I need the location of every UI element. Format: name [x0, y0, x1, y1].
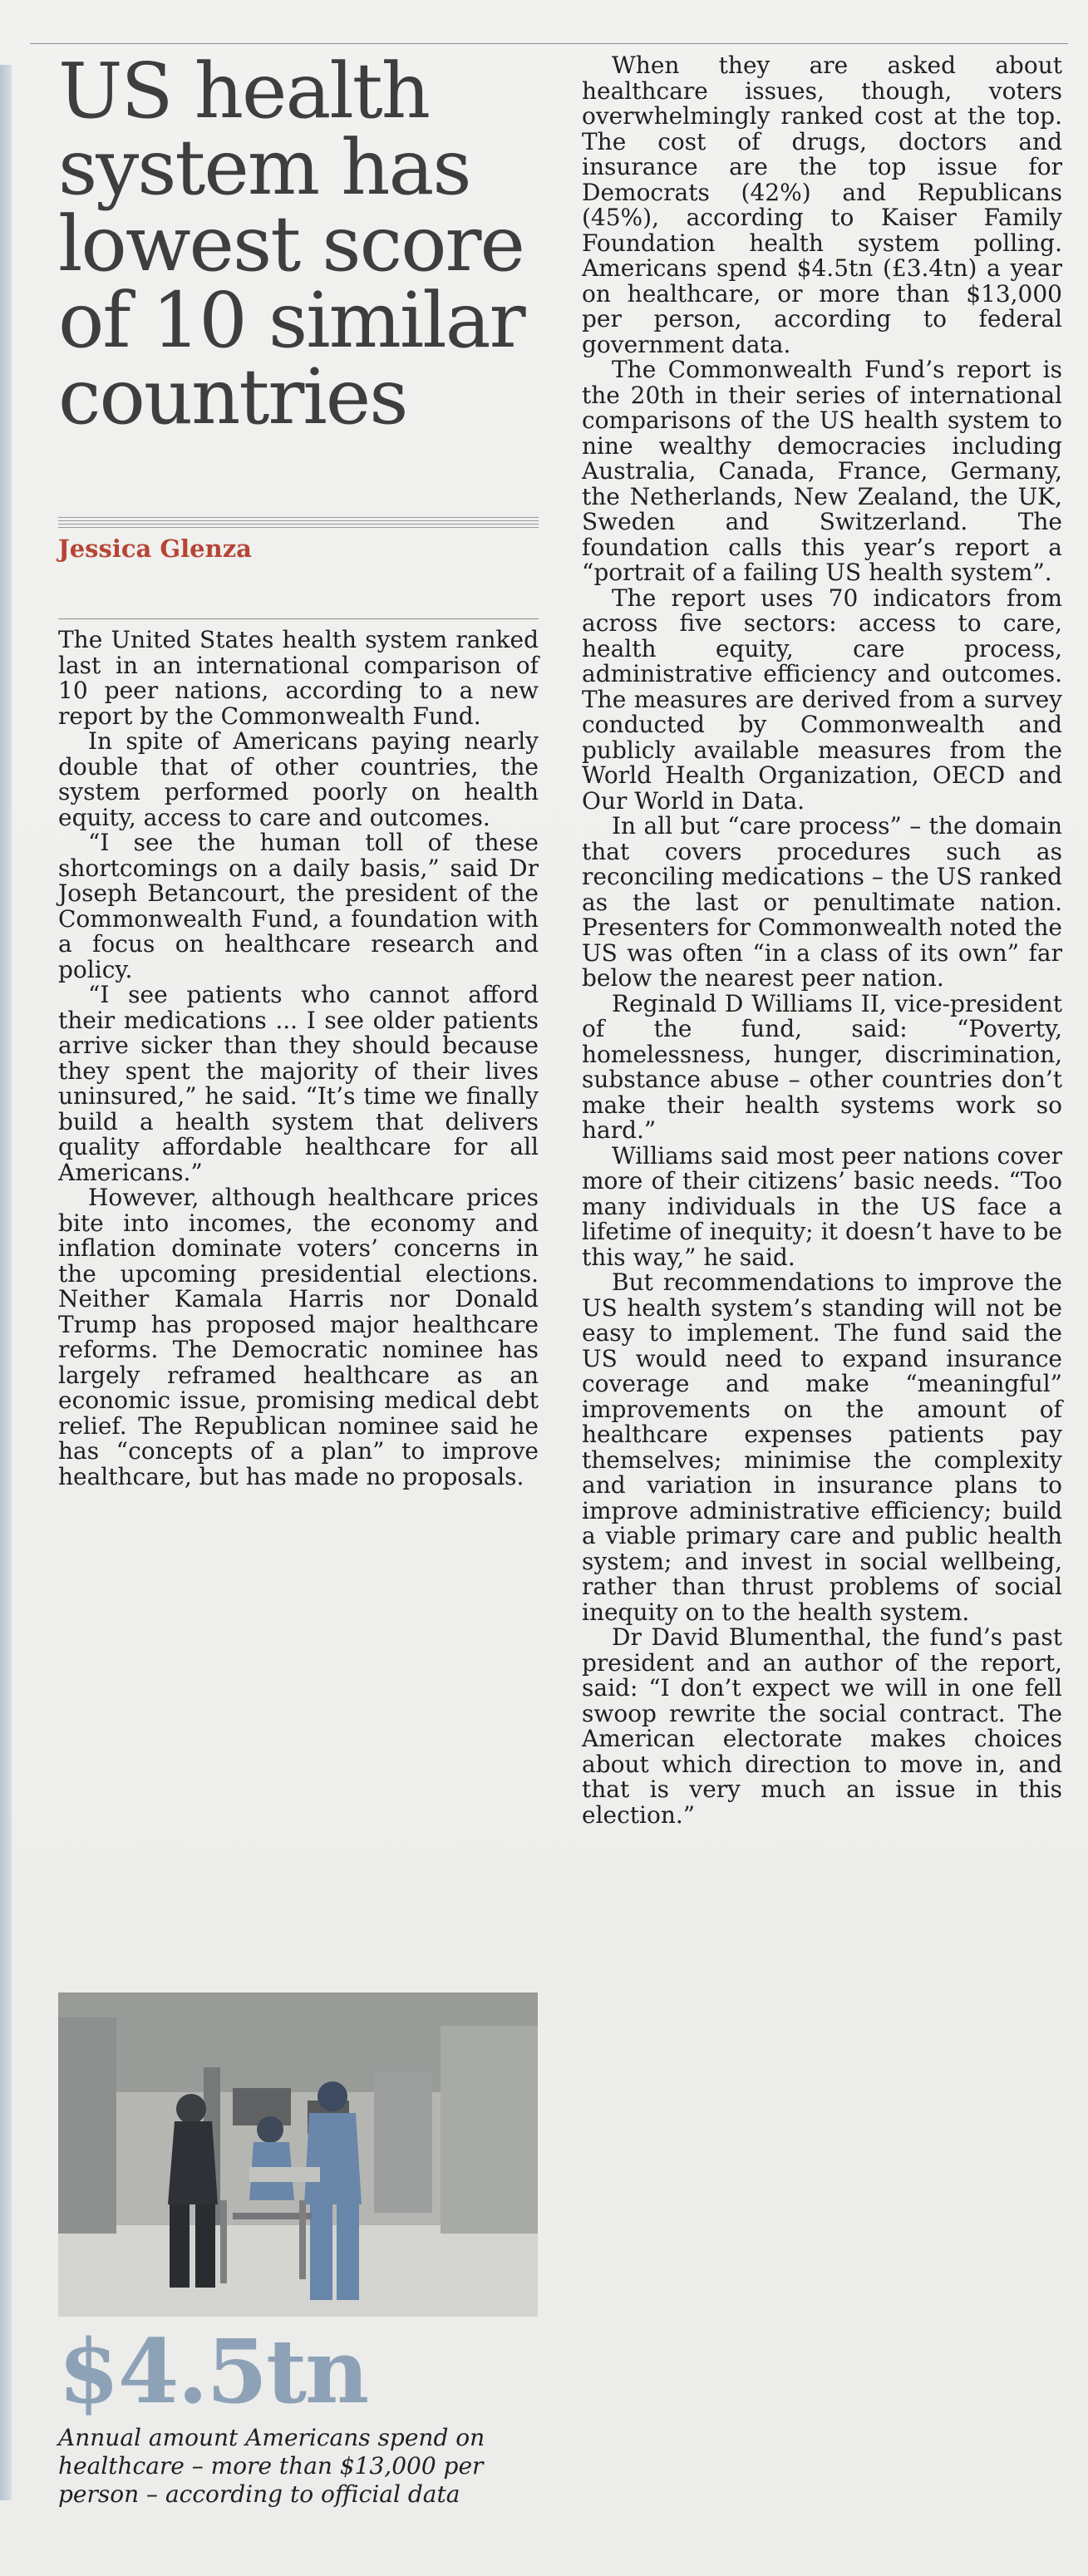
paragraph: However, although healthcare prices bite into incomes, the economy and inflation dominate voters’ concerns in the upcoming presidential elections. Neither Kamala Harris nor Donald Trump has proposed major healthcare reforms. The Democratic nominee has largely reframed healthcare as an economic issue, promising medical debt relief. The Republican nominee said he has “concepts of a plan” to improve healthcare, but has made no proposals. — [58, 1184, 539, 1490]
hospital-photo — [58, 1992, 538, 2317]
paragraph: But recommendations to improve the US health system’s standing will not be easy to implement. The fund said the US would need to expand insurance coverage and make “meaningful” improvements on the amount of healthcare expenses patients pay themselves; minimise the complexity and variation in insurance plans to improve administrative efficiency; build a viable primary care and public health system; and invest in social wellbeing, rather than thrust problems of social inequity on to the health system. — [582, 1268, 1062, 1626]
paragraph: The United States health system ranked last in an international comparison of 10 peer nations, according to a new report by the Commonwealth Fund. — [58, 626, 539, 730]
paragraph: Reginald D Williams II, vice-president of the fund, said: “Poverty, homelessness, hunger, discrimination, substance abuse – other countries don’t make their health systems work so hard.” — [582, 989, 1062, 1144]
page-edge — [0, 65, 12, 2500]
hospital-corridor-image — [58, 1992, 538, 2317]
left-body-text — [58, 628, 539, 1490]
top-rule — [30, 43, 1068, 44]
paragraph: “I see patients who cannot afford their medications ... I see older patients arrive sicker than they should because they spent the majority of their lives uninsured,” he said. “It’s time we finally build a health system that delivers quality affordable healthcare for all Americans.” — [58, 981, 539, 1186]
byline-divider — [58, 564, 539, 619]
byline: Jessica Glenza — [58, 534, 252, 563]
paragraph: Dr David Blumenthal, the fund’s past president and an author of the report, said: “I don’t expect we will in one fell swoop rewrite the social contract. The American electorate makes choices about which direction to move in, and that is very much an issue in this election.” — [582, 1623, 1062, 1829]
paragraph: In all but “care process” – the domain that covers procedures such as reconciling medications – the US ranked as the last or penultimate nation. Presenters for Commonwealth noted the US was often “in a class of its own” far below the nearest peer nation. — [582, 812, 1062, 992]
paragraph: Williams said most peer nations cover more of their citizens’ basic needs. “Too many individuals in the US face a lifetime of inequity; it doesn’t have to be this way,” he said. — [582, 1141, 1062, 1271]
right-body-text — [582, 53, 1062, 1828]
stat-value: $4.5tn — [58, 2319, 368, 2423]
paragraph: The report uses 70 indicators from across five sectors: access to care, health equity, care process, administrative efficiency and outcomes. The measures are derived from a survey conducted by Commonwealth and publicly available measures from the World Health Organization, OECD and Our World in Data. — [582, 584, 1062, 815]
paragraph: The Commonwealth Fund’s report is the 20th in their series of international comparisons of the US health system to nine wealthy democracies including Australia, Canada, France, Germany, the Netherlands, New Zealand, the UK, Sweden and Switzerland. The foundation calls this year’s report a “portrait of a failing US health system”. — [582, 356, 1062, 586]
right-column — [582, 53, 1062, 1828]
headline-rules — [58, 517, 539, 529]
headline: US health system has lowest score of 10 similar countries — [58, 47, 524, 441]
stat-caption: Annual amount Americans spend on healthcare – more than $13,000 per person – according to official data — [58, 2424, 485, 2508]
paragraph: When they are asked about healthcare issues, though, voters overwhelmingly ranked cost at the top. The cost of drugs, doctors and insurance are the top issue for Democrats (42%) and Republicans (45%), according to Kaiser Family Foundation health system polling. Americans spend $4.5tn (£3.4tn) a year on healthcare, or more than $13,000 per person, according to federal government data. — [582, 52, 1062, 358]
paragraph: “I see the human toll of these shortcomings on a daily basis,” said Dr Joseph Betancourt, the president of the Commonwealth Fund, a foundation with a focus on healthcare research and policy. — [58, 829, 539, 983]
left-column — [58, 47, 539, 1490]
paragraph: In spite of Americans paying nearly double that of other countries, the system performed poorly on health equity, access to care and outcomes. — [58, 727, 539, 831]
